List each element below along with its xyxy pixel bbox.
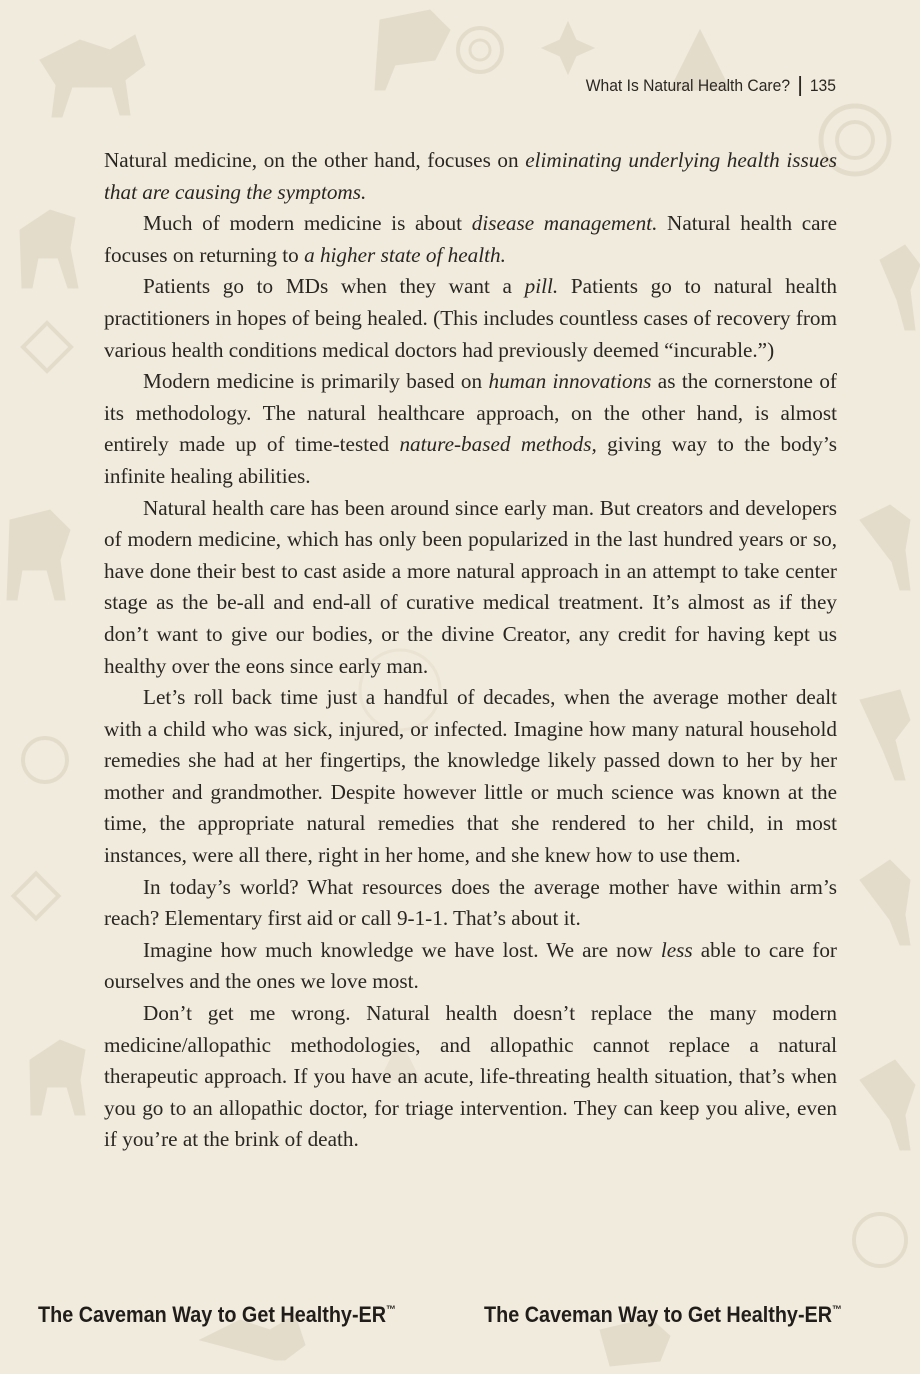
text-run: Natural health care has been around since early man. But creators and developers of modern medicine, which has only been popularized in the last hundred years or so, have done their best to cast aside a more natural approach in an attempt to take center stage as the be-all and end-all of curative medical treatment. It’s almost as if they don’t want to give our bodies, or the divine Creator, any credit for having kept us healthy over the eons since early man. <box>104 495 837 678</box>
text-run: Imagine how much knowledge we have lost. We are now <box>143 937 661 962</box>
paragraph <box>104 208 837 271</box>
paragraph <box>104 998 837 1156</box>
emphasis-text: disease management. <box>471 211 658 236</box>
paragraph <box>104 366 837 492</box>
running-header <box>586 76 836 96</box>
text-run: as the cornerstone of its methodology. The natural healthcare approach, on the other hand, is almost entirely made up of time-tested <box>104 369 837 457</box>
emphasis-text: less <box>660 937 693 962</box>
paragraph <box>104 145 837 208</box>
text-run: In today’s world? What resources does the average mother have within arm’s reach? Elementary first aid or call 9-1-1. That’s about it. <box>104 874 837 931</box>
trademark-symbol: ™ <box>832 1304 842 1316</box>
footer-title-text: The Caveman Way to Get Healthy-ER <box>38 1302 387 1327</box>
text-run: Let’s roll back time just a handful of decades, when the average mother dealt with a child who was sick, injured, or infected. Imagine how many natural household remedies she had at her fingertips, the knowledge likely passed down to her by her mother and grandmother. Despite however little or much science was known at the time, the appropriate natural remedies that she rendered to her child, in most instances, were all there, right in her home, and she knew how to use them. <box>104 685 837 868</box>
emphasis-text: human innovations <box>488 369 652 394</box>
text-run: Natural health care focuses on returning to <box>104 211 837 267</box>
paragraph <box>104 271 837 366</box>
trademark-symbol: ™ <box>386 1304 396 1316</box>
paragraph <box>104 935 837 998</box>
emphasis-text: pill. <box>524 274 559 299</box>
paragraph <box>104 682 837 872</box>
emphasis-text: eliminating underlying health issues that are causing the symptoms. <box>104 148 837 204</box>
text-run: Patients go to natural health practitioners in hopes of being healed. (This includes countless cases of recovery from various health conditions medical doctors had previously deemed “incurable.”) <box>104 274 837 362</box>
text-run: Don’t get me wrong. Natural health doesn’t replace the many modern medicine/allopathic methodologies, and allopathic cannot replace a natural therapeutic approach. If you have an acute, life-threating health situation, that’s when you go to an allopathic doctor, for triage intervention. They can keep you alive, even if you’re at the brink of death. <box>104 1001 837 1152</box>
body-text <box>104 145 837 1156</box>
emphasis-text: nature-based methods, <box>399 432 597 457</box>
text-run: Much of modern medicine is about <box>143 211 472 236</box>
text-run: giving way to the body’s infinite healing abilities. <box>104 432 837 488</box>
emphasis-text: a higher state of health. <box>304 242 506 267</box>
chapter-title: What Is Natural Health Care? <box>585 76 791 95</box>
paragraph <box>104 872 837 935</box>
footer-book-title-right <box>484 1302 842 1328</box>
text-run: able to care for ourselves and the ones we love most. <box>104 937 837 994</box>
text-run: Natural medicine, on the other hand, focuses on <box>104 148 526 172</box>
footer-book-title-left <box>38 1302 396 1328</box>
header-separator <box>799 76 800 96</box>
text-run: Modern medicine is primarily based on <box>143 369 489 394</box>
paragraph <box>104 493 837 683</box>
page-number: 135 <box>809 76 836 95</box>
text-run: Patients go to MDs when they want a <box>143 274 525 299</box>
footer-title-text: The Caveman Way to Get Healthy-ER <box>484 1302 833 1327</box>
